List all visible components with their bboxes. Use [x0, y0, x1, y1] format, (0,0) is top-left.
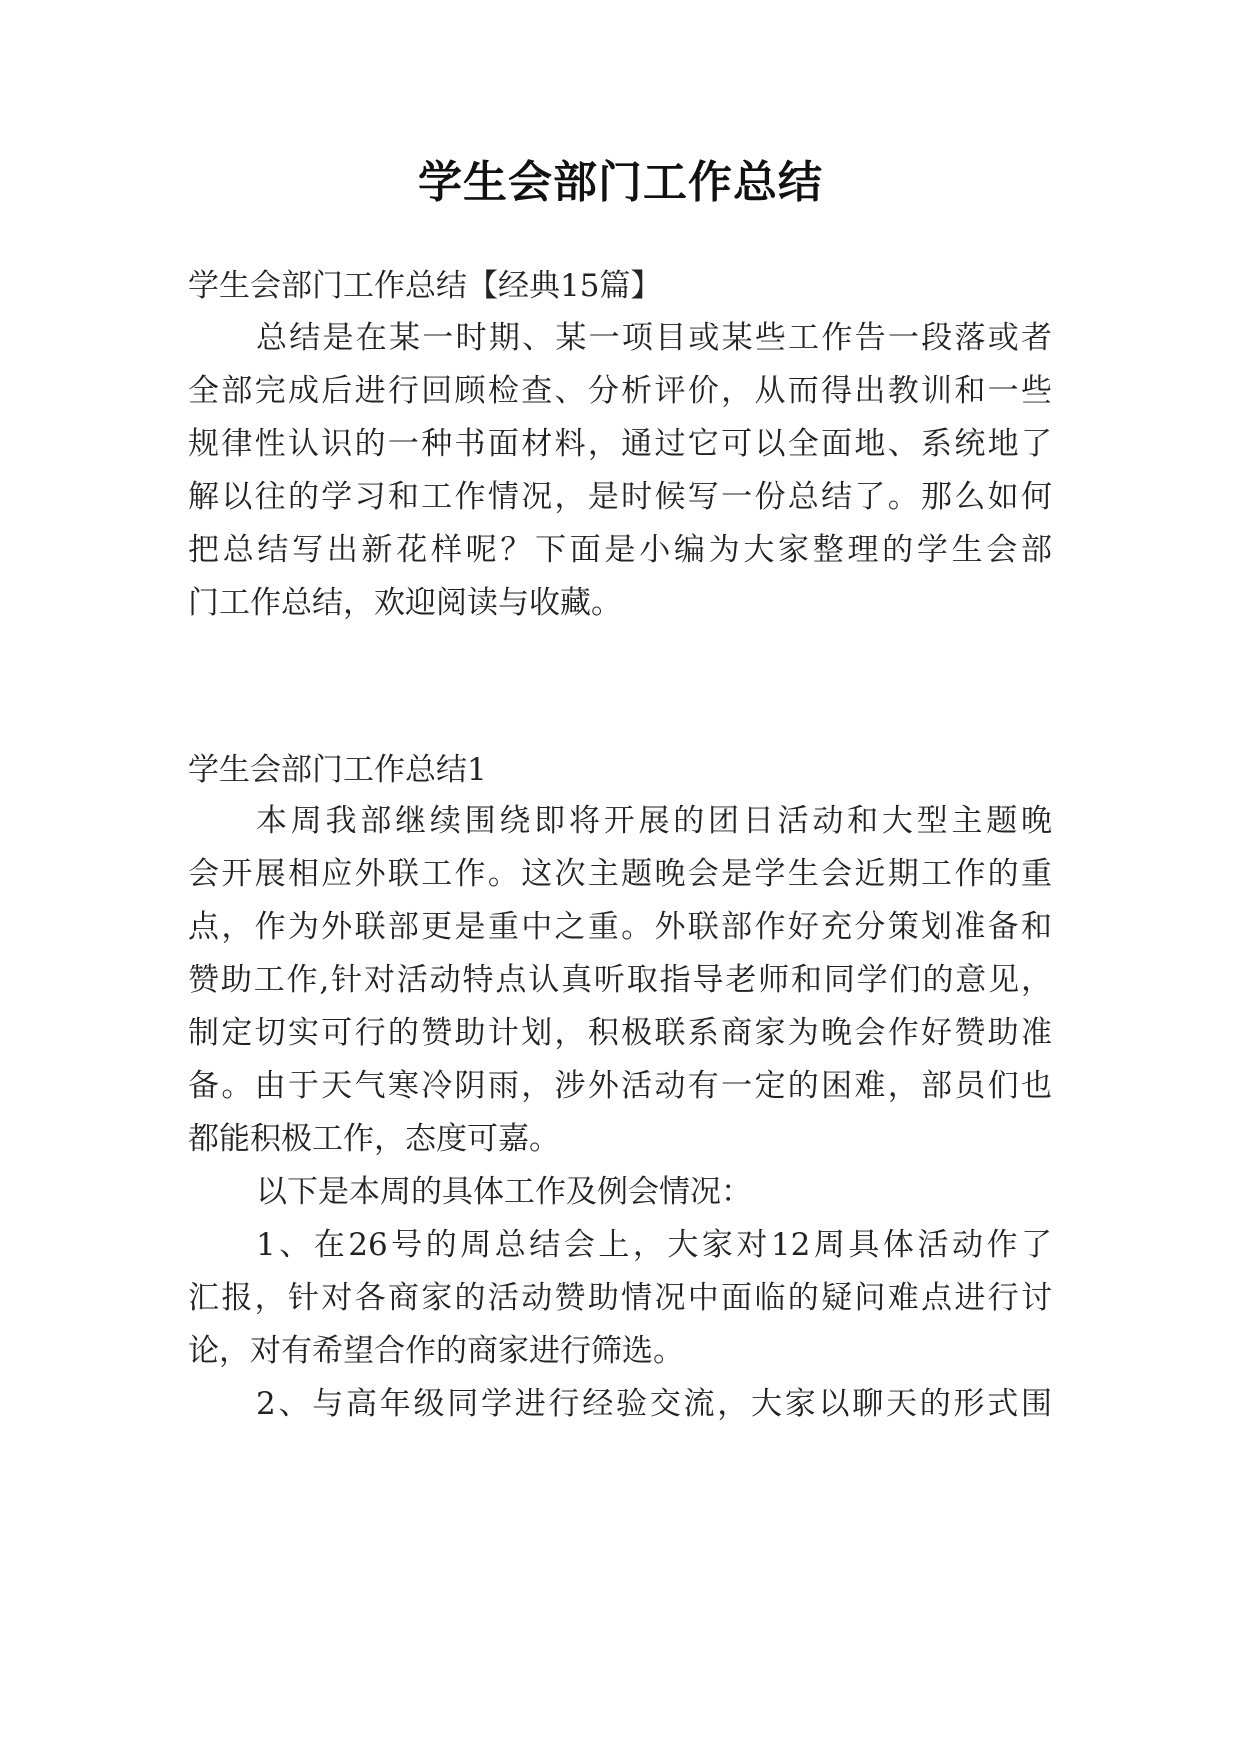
intro-line: 全部完成后进行回顾检查、分析评价，从而得出教训和一些: [188, 373, 1052, 409]
paragraph-line: 点，作为外联部更是重中之重。外联部作好充分策划准备和: [188, 909, 1052, 945]
document-subtitle: 学生会部门工作总结【经典15篇】: [188, 268, 662, 304]
list-item-line: 汇报，针对各商家的活动赞助情况中面临的疑问难点进行讨: [188, 1280, 1052, 1316]
intro-line: 门工作总结，欢迎阅读与收藏。: [188, 585, 622, 621]
list-item-line: 论，对有希望合作的商家进行筛选。: [188, 1333, 684, 1369]
document-title: 学生会部门工作总结: [418, 157, 823, 208]
paragraph-line: 会开展相应外联工作。这次主题晚会是学生会近期工作的重: [188, 856, 1052, 892]
intro-line: 把总结写出新花样呢？下面是小编为大家整理的学生会部: [188, 532, 1052, 568]
list-item-line: 2、与高年级同学进行经验交流，大家以聊天的形式围: [256, 1386, 1052, 1422]
intro-line: 解以往的学习和工作情况，是时候写一份总结了。那么如何: [188, 479, 1052, 515]
paragraph-line: 赞助工作,针对活动特点认真听取指导老师和同学们的意见，: [188, 962, 1052, 998]
paragraph-line: 本周我部继续围绕即将开展的团日活动和大型主题晚: [256, 803, 1052, 839]
intro-line: 总结是在某一时期、某一项目或某些工作告一段落或者: [256, 320, 1052, 356]
intro-line: 规律性认识的一种书面材料，通过它可以全面地、系统地了: [188, 426, 1052, 462]
paragraph-line: 以下是本周的具体工作及例会情况：: [256, 1174, 752, 1210]
paragraph-line: 制定切实可行的赞助计划，积极联系商家为晚会作好赞助准: [188, 1015, 1052, 1051]
section-heading: 学生会部门工作总结1: [188, 752, 487, 788]
list-item-line: 1、在26号的周总结会上，大家对12周具体活动作了: [256, 1227, 1052, 1263]
paragraph-line: 备。由于天气寒冷阴雨，涉外活动有一定的困难，部员们也: [188, 1068, 1052, 1104]
paragraph-line: 都能积极工作，态度可嘉。: [188, 1121, 560, 1157]
